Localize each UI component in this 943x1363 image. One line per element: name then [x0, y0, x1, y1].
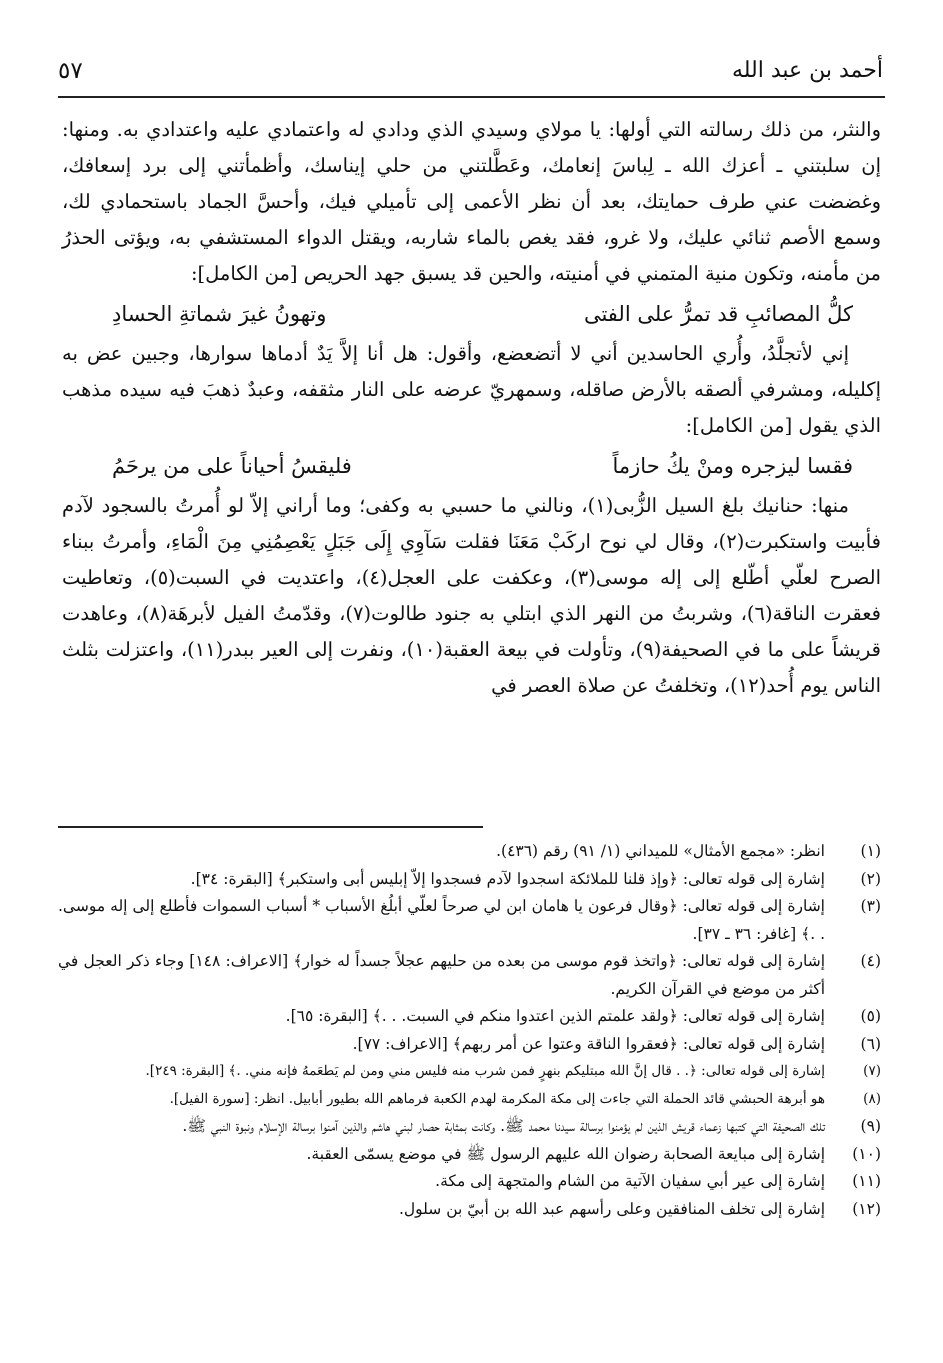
header-rule [58, 96, 885, 98]
footnote [58, 1058, 885, 1086]
footnote-number: (١٢) [852, 1199, 881, 1218]
footnote-number: (١) [860, 842, 881, 860]
verse-2-second-hemistich: فليقسُ أحياناً على من يرحَمُ [112, 454, 352, 478]
main-text [62, 112, 881, 704]
footnote-text: إشارة إلى عير أبي سفيان الآتية من الشام والمتجهة إلى مكة. [435, 1172, 825, 1190]
footnote-number: (٦) [860, 1034, 881, 1053]
footnote-text: هو أبرهة الحبشي قائد الحملة التي جاءت إلى مكة المكرمة لهدم الكعبة فرماهم الله بطيور أبابيل. انظر: [سورة الفيل]. [169, 1090, 825, 1107]
paragraph-2: إني لأتجلَّدُ، وأُري الحاسدين أني لا أتضعضع، وأقول: هل أنا إلاَّ يَدٌ أدماها سوارها، وجبين عض به إكليله، ومشرفي ألصقه بالأرض صاقله، وسمهريّ عرضه على النار مثقفه، وعبدٌ ذهبَ فيه سيده مذهب الذي يقول [من الكامل]: [62, 342, 881, 437]
footnote-number: (٥) [860, 1007, 881, 1025]
footnote-text: إشارة إلى قوله تعالى: ﴿. . قال إنَّ الله مبتليكم بنهرٍ فمن شرب منه فليس مني ومن لم يَطعَمهُ فإنه مني. .﴾ [البقرة: ٢٤٩]. [145, 1063, 825, 1079]
footnote-text: إشارة إلى قوله تعالى: ﴿وقال فرعون يا هامان ابن لي صرحاً لعلّي أبلُغ الأسباب * أسباب السموات فأطلع إلى إله موسى. . .﴾ [غافر: ٣٦ ـ ٣٧]. [58, 897, 825, 943]
footnote-rule [58, 826, 483, 828]
page-number: ٥٧ [58, 58, 83, 84]
footnote-text: إشارة إلى قوله تعالى: ﴿فعقروا الناقة وعتوا عن أمر ربهم﴾ [الاعراف: ٧٧]. [352, 1034, 825, 1053]
footnote-text: إشارة إلى تخلف المنافقين وعلى رأسهم عبد الله بن أبيّ بن سلول. [398, 1199, 825, 1218]
footnote [58, 1168, 885, 1196]
footnote [58, 893, 885, 948]
footnote-number: (٨) [863, 1090, 881, 1107]
running-title: أحمد بن عبد الله [731, 58, 883, 83]
footnote [58, 1003, 885, 1031]
footnote-number: (١١) [852, 1172, 881, 1190]
footnote-text: تلك الصحيفة التي كتبها زعماء قريش الذين لم يؤمنوا برسالة سيدنا محمد ﷺ. وكانت بمثابة حصار لبني هاشم والذين آمنوا برسالة الإسلام ونبوة النبي ﷺ. [182, 1117, 825, 1135]
footnote-text: إشارة إلى قوله تعالى: ﴿ولقد علمتم الذين اعتدوا منكم في السبت. . .﴾ [البقرة: ٦٥]. [285, 1007, 825, 1025]
footnote [58, 1141, 885, 1169]
footnote-text: إشارة إلى مبايعة الصحابة رضوان الله عليهم الرسول ﷺ في موضع يسمّى العقبة. [306, 1144, 825, 1163]
footnote-number: (٩) [860, 1117, 881, 1135]
footnote-text: إشارة إلى قوله تعالى: ﴿وإذ قلنا للملائكة اسجدوا لآدم فسجدوا إلاّ إبليس أبى واستكبر﴾ [البقرة: ٣٤]. [190, 869, 825, 888]
verse-2-first-hemistich: فقسا ليزجره ومنْ يكُ حازماً [612, 454, 853, 478]
paragraph-3: منها: حنانيك بلغ السيل الزُّبى(١)، ونالني ما حسبي به وكفى؛ وما أراني إلاّ لو أُمرتُ بالسجود لآدم فأبيت واستكبرت(٢)، وقال لي نوح اركَبْ مَعَنَا فقلت سَآوِي إِلَى جَبَلٍ يَعْصِمُنِي مِنَ الْمَاءِ، وأمرتُ ببناء الصرح لعلّي أطّلع إلى إله موسى(٣)، وعكفت على العجل(٤)، واعتديت في السبت(٥)، وتعاطيت فعقرت الناقة(٦)، وشربتُ من النهر الذي ابتلي به جنود طالوت(٧)، وقدّمتُ الفيل لأبرهَة(٨)، وعاهدت قريشاً على ما في الصحيفة(٩)، وتأولت في بيعة العقبة(١٠)، ونفرت إلى العير ببدر(١١)، واعتزلت بثلث الناس يوم أُحد(١٢)، وتخلفتُ عن صلاة العصر في [62, 494, 882, 697]
footnote [58, 948, 885, 1003]
footnote [58, 866, 885, 894]
footnote-number: (٧) [863, 1063, 881, 1079]
verse-2 [62, 446, 881, 486]
footnote-number: (٣) [860, 897, 881, 915]
paragraph-1: والنثر، من ذلك رسالته التي أولها: يا مولاي وسيدي الذي ودادي له واعتمادي عليه واعتدادي به. ومنها: إن سلبتني ـ أعزك الله ـ لِباسَ إنعامك، وعَطَّلتني من حلي إيناسك، وأظمأتني إلى برد إسعافك، وغضضت عني طرف حمايتك، بعد أن نظر الأعمى إلى تأميلي فيك، وأحسَّ الجماد باستحمادي لك، وسمع الأصم ثنائي عليك، ولا غرو، فقد يغص بالماء شاربه، ويقتل الدواء المستشفي به، ويؤتى الحذرُ من مأمنه، وتكون منية المتمني في أمنيته، والحين قد يسبق جهد الحريص [من الكامل]: [62, 118, 881, 285]
footnote [58, 838, 885, 866]
footnote [58, 1031, 885, 1059]
footnote-number: (٢) [860, 869, 881, 888]
footnote [58, 1086, 885, 1114]
footnote-text: انظر: «مجمع الأمثال» للميداني (١/ ٩١) رقم (٤٣٦). [496, 842, 825, 860]
footnote [58, 1113, 885, 1141]
footnote-number: (٤) [860, 952, 881, 970]
verse-1 [62, 294, 881, 334]
footnote-number: (١٠) [852, 1144, 881, 1163]
verse-1-first-hemistich: كلُّ المصائبِ قد تمرُّ على الفتى [583, 302, 853, 326]
footnote [58, 1196, 885, 1224]
footnote-text: إشارة إلى قوله تعالى: ﴿واتخذ قوم موسى من بعده من حليهم عجلاً جسداً له خوار﴾ [الاعراف: ١٤٨] وجاء ذكر العجل في أكثر من موضع في القرآن الكريم. [58, 952, 825, 998]
footnotes [58, 838, 885, 1223]
verse-1-second-hemistich: وتهونُ غيرَ شماتةِ الحسادِ [112, 302, 327, 326]
